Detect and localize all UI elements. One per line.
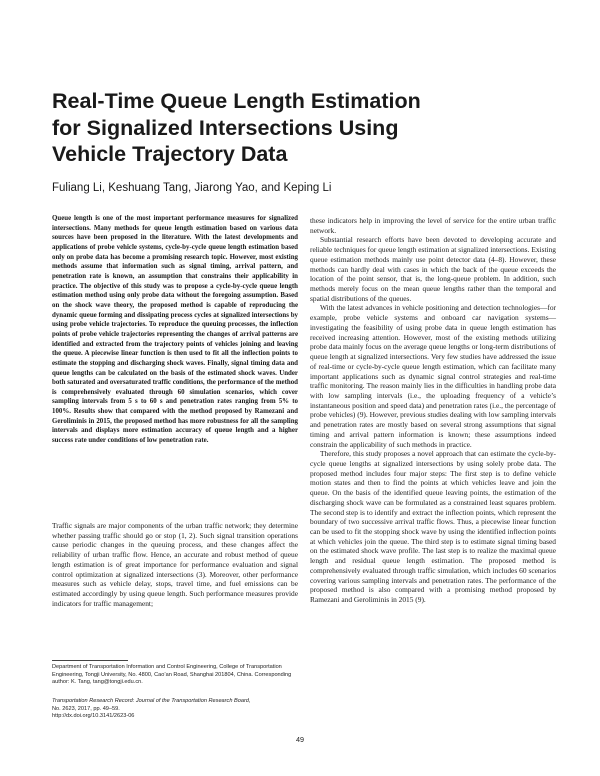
journal-issue: No. 2623, 2017, pp. 49–59. bbox=[52, 705, 120, 712]
body-paragraph: these indicators help in improving the level of service for the entire urban traffic network. bbox=[310, 216, 556, 235]
journal-name: Transportation Research Record: Journal of the Transportation Research Board, bbox=[52, 698, 251, 704]
introduction-right bbox=[310, 216, 556, 605]
title-line: Real-Time Queue Length Estimation bbox=[52, 89, 421, 113]
doi-link[interactable]: http://dx.doi.org/10.3141/2623-06 bbox=[52, 713, 135, 720]
body-paragraph: Substantial research efforts have been devoted to developing accurate and reliable techniques for queue length estimation at signalized intersections. Existing queue estimation methods mainly use point detector data (4–8). However, these methods can hardly deal with cases in which the back of the queue exceeds the location of the point sensor, that is, the long-queue problem. In addition, such methods merely focus on the mean queue lengths rather than the temporal and spatial distributions of the queues. bbox=[310, 235, 556, 303]
abstract bbox=[52, 214, 298, 446]
title-line: Vehicle Trajectory Data bbox=[52, 142, 288, 166]
journal-citation bbox=[52, 698, 298, 721]
author-affiliation: Department of Transportation Information and Control Engineering, College of Transportation Engineering, Tongji University, No. 4800, Cao’an Road, Shanghai 201804, China. Corresponding author: K. Tang, tang@tongji.edu.cn. bbox=[52, 664, 292, 686]
body-paragraph: Therefore, this study proposes a novel approach that can estimate the cycle-by-cycle queue lengths at signalized intersections by using solely probe data. The proposed method includes four major steps: The first step is to define vehicle motion states and then to find the points at which vehicles leave and join the queue. On the basis of the identified queue leaving points, the estimation of the discharging shock wave can be formulated as a constrained least squares problem. The second step is to identify and extract the inflection points, which represent the boundary of two successive arrival traffic flows. Thus, a piecewise linear function can be used to fit the stopping shock wave by using the identified inflection points at which vehicles join the queue. The third step is to estimate signal timing based on the estimated shock wave profile. The last step is to realize the maximal queue length and residual queue length estimation. The proposed method is comprehensively evaluated through traffic simulation, which includes 60 scenarios covering various sampling intervals and penetration rates. The performance of the proposed method is also compared with a promising method proposed by Ramezani and Geroliminis in 2015 (9). bbox=[310, 449, 556, 605]
page-number: 49 bbox=[296, 735, 304, 744]
body-paragraph: Traffic signals are major components of the urban traffic network; they determine whether passing traffic should go or stop (1, 2). Such signal transition operations cause periodic changes in the queuing process, and these changes affect the reliability of urban traffic flow. Hence, an accurate and robust method of queue length estimation is of great importance for performance evaluation and signal control optimization at signalized intersections (3). Moreover, other performance measures such as vehicle delay, stops, travel time, and fuel emissions can be estimated accordingly by using queue length. Such performance measures provide indicators for traffic management; bbox=[52, 521, 298, 608]
abstract-text: Queue length is one of the most important performance measures for signalized intersections. Many methods for queue length estimation based on various data sources have been proposed in the literature. With the latest developments and applications of probe vehicle systems, cycle-by-cycle queue length estimation based only on probe data has become a promising research topic. However, most existing methods assume that information such as signal timing, arrival pattern, and penetration rate is known, an assumption that constrains their applicability in practice. The objective of this study was to propose a cycle-by-cycle queue length estimation method using only probe data without the foregoing assumption. Based on the shock wave theory, the proposed method is capable of reproducing the dynamic queue forming and dissipating process cycles at signalized intersections by using probe vehicle trajectories. To reproduce the queuing processes, the inflection points of probe vehicle trajectories representing the changes of arrival patterns are identified and extracted from the trajectory points of vehicles joining and leaving the queue. A piecewise linear function is then used to fit all the inflection points to estimate the stopping and discharging shock waves. Finally, signal timing data and queue lengths can be calculated on the basis of the estimated shock waves. Under both saturated and oversaturated traffic conditions, the performance of the method is comprehensively evaluated through 60 simulation scenarios, which cover sampling intervals from 5 s to 60 s and penetration rates ranging from 5% to 100%. Results show that compared with the method proposed by Ramezani and Geroliminis in 2015, the proposed method has more robustness for all the sampling intervals and displays more estimation accuracy of queue length and a higher success rate under conditions of low penetration rate. bbox=[52, 215, 298, 445]
footnote-divider bbox=[52, 660, 128, 661]
body-paragraph: With the latest advances in vehicle positioning and detection technologies—for example, probe vehicle systems and onboard car navigation systems—investigating the feasibility of using probe data in queue length estimation has received increasing attention. However, most of the existing methods utilizing probe data mainly focus on the average queue lengths or long-term distributions of queue length at signalized intersections. Very few studies have addressed the issue of real-time or cycle-by-cycle queue length estimation, which can facilitate many important applications such as dynamic signal control strategies and real-time traffic monitoring. The reason mainly lies in the difficulties in handling probe data with low sampling intervals (i.e., the uploading frequency of a vehicle’s instantaneous position and speed data) and penetration rates (i.e., the percentage of probe vehicles) (9). However, previous studies dealing with low sampling intervals and penetration rates are mostly based on several strong assumptions that signal timing and arrival pattern information is known; these assumptions indeed constrain the applicability of such methods in practice. bbox=[310, 303, 556, 449]
paper-title bbox=[52, 88, 532, 168]
introduction-left bbox=[52, 521, 298, 608]
title-line: for Signalized Intersections Using bbox=[52, 115, 399, 140]
author-list: Fuliang Li, Keshuang Tang, Jiarong Yao, and Keping Li bbox=[52, 182, 332, 194]
